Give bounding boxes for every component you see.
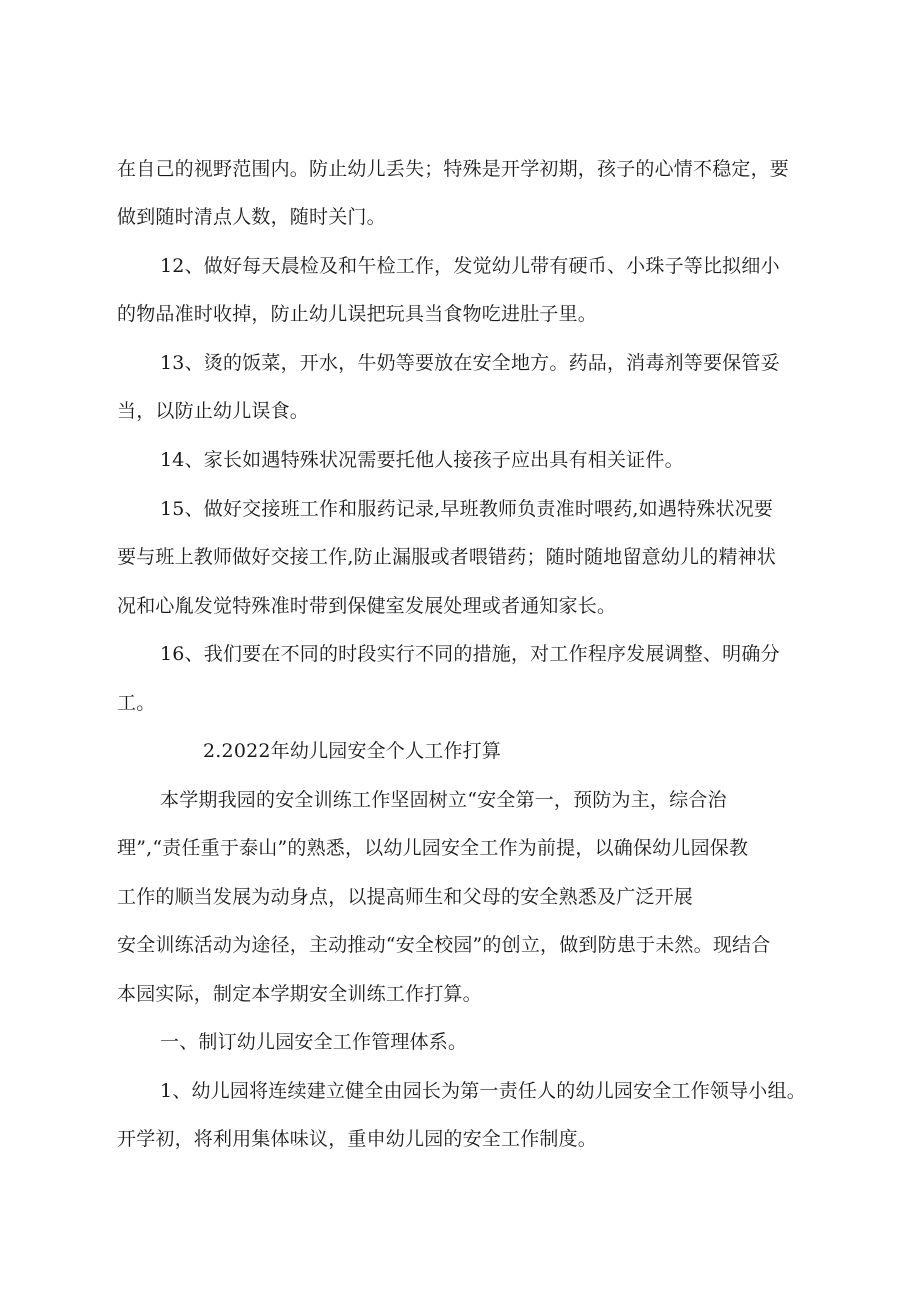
text-line: 的物品准时收掉，防止幼儿误把玩具当食物吃进肚子里。	[117, 303, 598, 325]
paragraph-line: 本园实际，制定本学期安全训练工作打算。	[117, 983, 482, 1005]
list-item-1: 1、幼儿园将连续建立健全由园长为第一责任人的幼儿园安全工作领导小组。	[160, 1080, 806, 1102]
list-item-14: 14、家长如遇特殊状况需要托他人接孩子应出具有相关证件。	[160, 449, 684, 471]
paragraph-line: 安全训练活动为途径，主动推动“安全校园”的创立，做到防患于未然。现结合	[117, 934, 771, 956]
text-line: 要与班上教师做好交接工作,防止漏服或者喂错药；随时随地留意幼儿的精神状	[117, 546, 777, 568]
list-item-13: 13、烫的饭菜，开水，牛奶等要放在安全地方。药品，消毒剂等要保管妥	[160, 352, 780, 374]
paragraph-line: 理”,“责任重于泰山”的熟悉，以幼儿园安全工作为前提，以确保幼儿园保教	[117, 837, 749, 859]
list-item-12: 12、做好每天晨检及和午检工作，发觉幼儿带有硬币、小珠子等比拟细小	[160, 255, 780, 277]
section-heading: 2.2022年幼儿园安全个人工作打算	[203, 740, 502, 762]
text-line: 当，以防止幼儿误食。	[117, 400, 310, 422]
list-item-15: 15、做好交接班工作和服药记录,早班教师负责准时喂药,如遇特殊状况要	[160, 498, 774, 520]
paragraph-line: 工作的顺当发展为动身点，以提高师生和父母的安全熟悉及广泛开展	[117, 886, 694, 908]
text-line: 在自己的视野范围内。防止幼儿丢失；特殊是开学初期，孩子的心情不稳定，要	[117, 158, 790, 180]
text-line: 工。	[117, 692, 156, 714]
text-line: 做到随时清点人数，随时关门。	[117, 206, 386, 228]
text-line: 开学初，将利用集体味议，重申幼儿园的安全工作制度。	[117, 1128, 598, 1150]
text-line: 况和心胤发觉特殊准时带到保健室发展处理或者通知家长。	[117, 595, 617, 617]
list-item-16: 16、我们要在不同的时段实行不同的措施，对工作程序发展调整、明确分	[160, 643, 780, 665]
paragraph-line: 本学期我园的安全训练工作坚固树立“安全第一，预防为主，综合治	[160, 789, 727, 811]
subsection-heading: 一、制订幼儿园安全工作管理体系。	[160, 1031, 468, 1053]
